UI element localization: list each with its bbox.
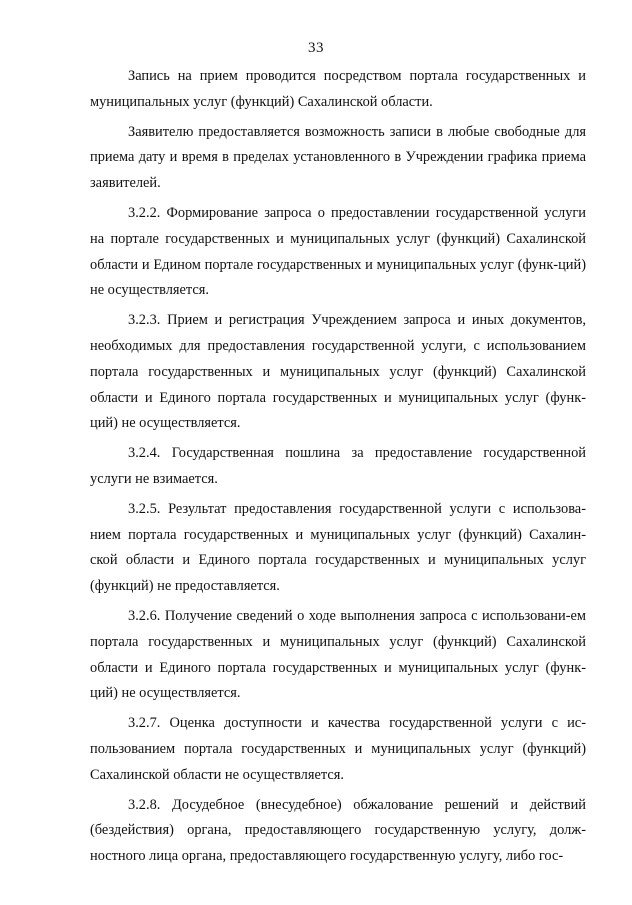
paragraph-3-2-6: 3.2.6. Получение сведений о ходе выполнения запроса с использовани-ем портала государственных и муниципальных услуг (функций) Сахалинской области и Единого портала государственных и муниципальных услуг (функ-ций) не осуществляется.: [90, 607, 586, 702]
paragraph-appointment: Запись на прием проводится посредством портала государственных и муниципальных услуг (функций) Сахалинской области.: [90, 68, 586, 110]
page-number: 33: [308, 40, 324, 56]
paragraph-3-2-4: 3.2.4. Государственная пошлина за предоставление государственной услуги не взимается.: [90, 445, 586, 487]
paragraph-3-2-3: 3.2.3. Прием и регистрация Учреждением запроса и иных документов, необходимых для предоставления государственной услуги, с использованием портала государственных и муниципальных услуг (функций) Сахалинской области и Единого портала государственных и муниципальных услуг (функ-ций) не осуществляется.: [90, 312, 586, 432]
paragraph-3-2-7: 3.2.7. Оценка доступности и качества государственной услуги с ис-пользованием портала государственных и муниципальных услуг (функций) Сахалинской области не осуществляется.: [90, 715, 586, 783]
paragraph-3-2-8: 3.2.8. Досудебное (внесудебное) обжалование решений и действий (бездействия) органа, предоставляющего государственную услугу, долж-ностного лица органа, предоставляющего государственную услугу, либо гос-: [90, 796, 586, 865]
paragraph-free-slots: Заявителю предоставляется возможность записи в любые свободные для приема дату и время в пределах установленного в Учреждении графика приема заявителей.: [90, 123, 586, 192]
document-body: [90, 64, 586, 874]
paragraph-3-2-5: 3.2.5. Результат предоставления государственной услуги с использова-нием портала государственных и муниципальных услуг (функций) Сахалин-ской области и Единого портала государственных и муниципальных услуг (функций) не предоставляется.: [90, 500, 586, 595]
paragraph-3-2-2: 3.2.2. Формирование запроса о предоставлении государственной услуги на портале государственных и муниципальных услуг (функций) Сахалинской области и Едином портале государственных и муниципальных услуг (функ-ций) не осуществляется.: [90, 204, 586, 299]
